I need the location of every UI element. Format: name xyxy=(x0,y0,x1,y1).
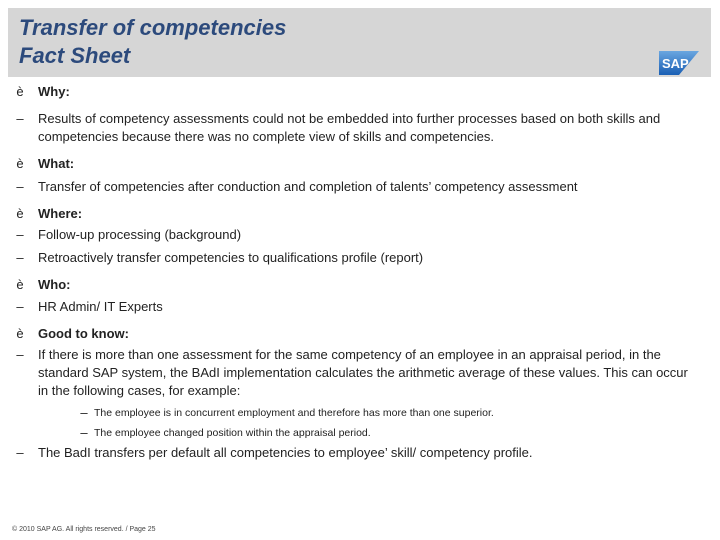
why-text: Results of competency assessments could not be embedded into further processes based on both skills and competencies because there was no complete view of skills and competencies. xyxy=(38,111,661,144)
arrow-icon: è xyxy=(16,156,24,171)
slide-title xyxy=(19,14,286,70)
arrow-icon: è xyxy=(16,277,24,292)
title-line-1: Transfer of competencies xyxy=(19,15,287,40)
good-text-2: The BadI transfers per default all competencies to employee’ skill/ competency profile. xyxy=(38,445,533,460)
dash-bullet: – xyxy=(16,111,24,126)
where-item-1: Follow-up processing (background) xyxy=(38,227,242,242)
who-heading: Who: xyxy=(38,277,71,292)
dash-bullet: – xyxy=(16,347,24,362)
what-text: Transfer of competencies after conduction and completion of talents’ competency assessment xyxy=(38,179,578,194)
where-heading: Where: xyxy=(38,206,83,221)
sap-logo-text: SAP xyxy=(662,56,689,71)
dash-bullet: – xyxy=(80,405,88,420)
footer-copyright: © 2010 SAP AG. All rights reserved. / Page 25 xyxy=(12,526,156,533)
good-sub-1: The employee is in concurrent employment and therefore has more than one superior. xyxy=(94,407,494,419)
dash-bullet: – xyxy=(16,299,24,314)
title-line-2: Fact Sheet xyxy=(19,43,131,68)
dash-bullet: – xyxy=(16,227,24,242)
good-text: If there is more than one assessment for the same competency of an employee in an appraisal period, in the standard SAP system, the BAdI implementation calculates the arithmetic average of these values. This can occur in the following cases, for example: xyxy=(38,347,688,398)
arrow-icon: è xyxy=(16,206,24,221)
dash-bullet: – xyxy=(16,250,24,265)
arrow-icon: è xyxy=(16,326,24,341)
why-heading: Why: xyxy=(38,84,70,99)
good-heading: Good to know: xyxy=(38,326,129,341)
dash-bullet: – xyxy=(16,445,24,460)
where-item-2: Retroactively transfer competencies to qualifications profile (report) xyxy=(38,250,424,265)
dash-bullet: – xyxy=(80,425,88,440)
what-heading: What: xyxy=(38,156,75,171)
sap-logo xyxy=(659,51,699,75)
dash-bullet: – xyxy=(16,179,24,194)
arrow-icon: è xyxy=(16,84,24,99)
who-text: HR Admin/ IT Experts xyxy=(38,299,163,314)
good-sub-2: The employee changed position within the appraisal period. xyxy=(94,427,371,439)
